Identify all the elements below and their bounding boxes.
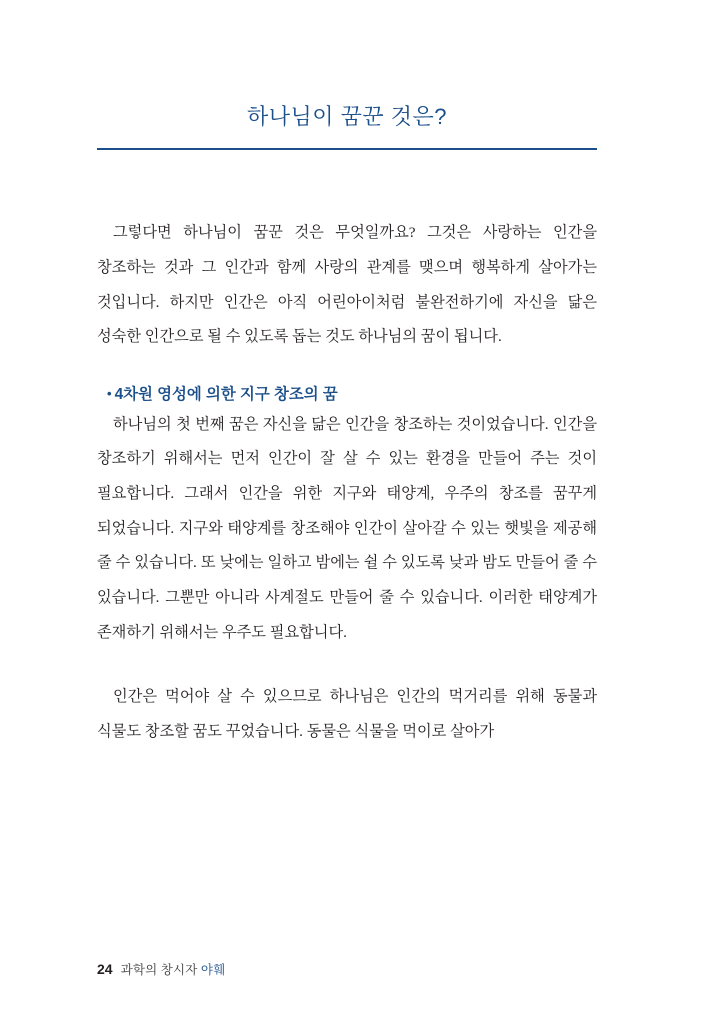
page-footer: [97, 960, 225, 978]
bullet-icon: •: [107, 386, 112, 402]
running-head-prefix: 과학의 창시자: [120, 963, 201, 977]
paragraph: 그렇다면 하나님이 꿈꾼 것은 무엇일까요? 그것은 사랑하는 인간을 창조하는 것과 그 인간과 함께 사랑의 관계를 맺으며 행복하게 살아가는 것입니다. 하지만 인간은 아직 어린아이처럼 불완전하기에 자신을 닮은 성숙한 인간으로 될 수 있도록 돕는 것도 하나님의 꿈이 됩니다.: [97, 224, 597, 346]
section-subheading-label: 4차원 영성에 의한 지구 창조의 꿈: [114, 386, 338, 404]
title-divider: [97, 148, 597, 150]
running-head-accent: 야훼: [200, 963, 226, 977]
paragraph: 인간은 먹어야 살 수 있으므로 하나님은 인간의 먹거리를 위해 동물과 식물도 창조할 꿈도 꾸었습니다. 동물은 식물을 먹이로 살아가: [97, 688, 597, 740]
page-number: 24: [97, 961, 113, 977]
page-content: [97, 0, 597, 750]
section-subheading: [97, 383, 597, 408]
running-head: [121, 960, 226, 978]
page-title: 하나님이 꿈꾼 것은?: [247, 104, 447, 129]
intro-section: [97, 216, 597, 355]
paragraph: 하나님의 첫 번째 꿈은 자신을 닮은 인간을 창조하는 것이었습니다. 인간을 창조하기 위해서는 먼저 인간이 잘 살 수 있는 환경을 만들어 주는 것이 필요합니다. 그래서 인간을 위한 지구와 태양계, 우주의 창조를 꿈꾸게 되었습니다. 지구와 태양계를 창조해야 인간이 살아갈 수 있는 햇빛을 제공해 줄 수 있습니다. 또 낮에는 일하고 밤에는 쉴 수 있도록 낮과 밤도 만들어 줄 수 있습니다. 그뿐만 아니라 사계절도 만들어 줄 수 있습니다. 이러한 태양계가 존재하기 위해서는 우주도 필요합니다.: [97, 415, 597, 641]
